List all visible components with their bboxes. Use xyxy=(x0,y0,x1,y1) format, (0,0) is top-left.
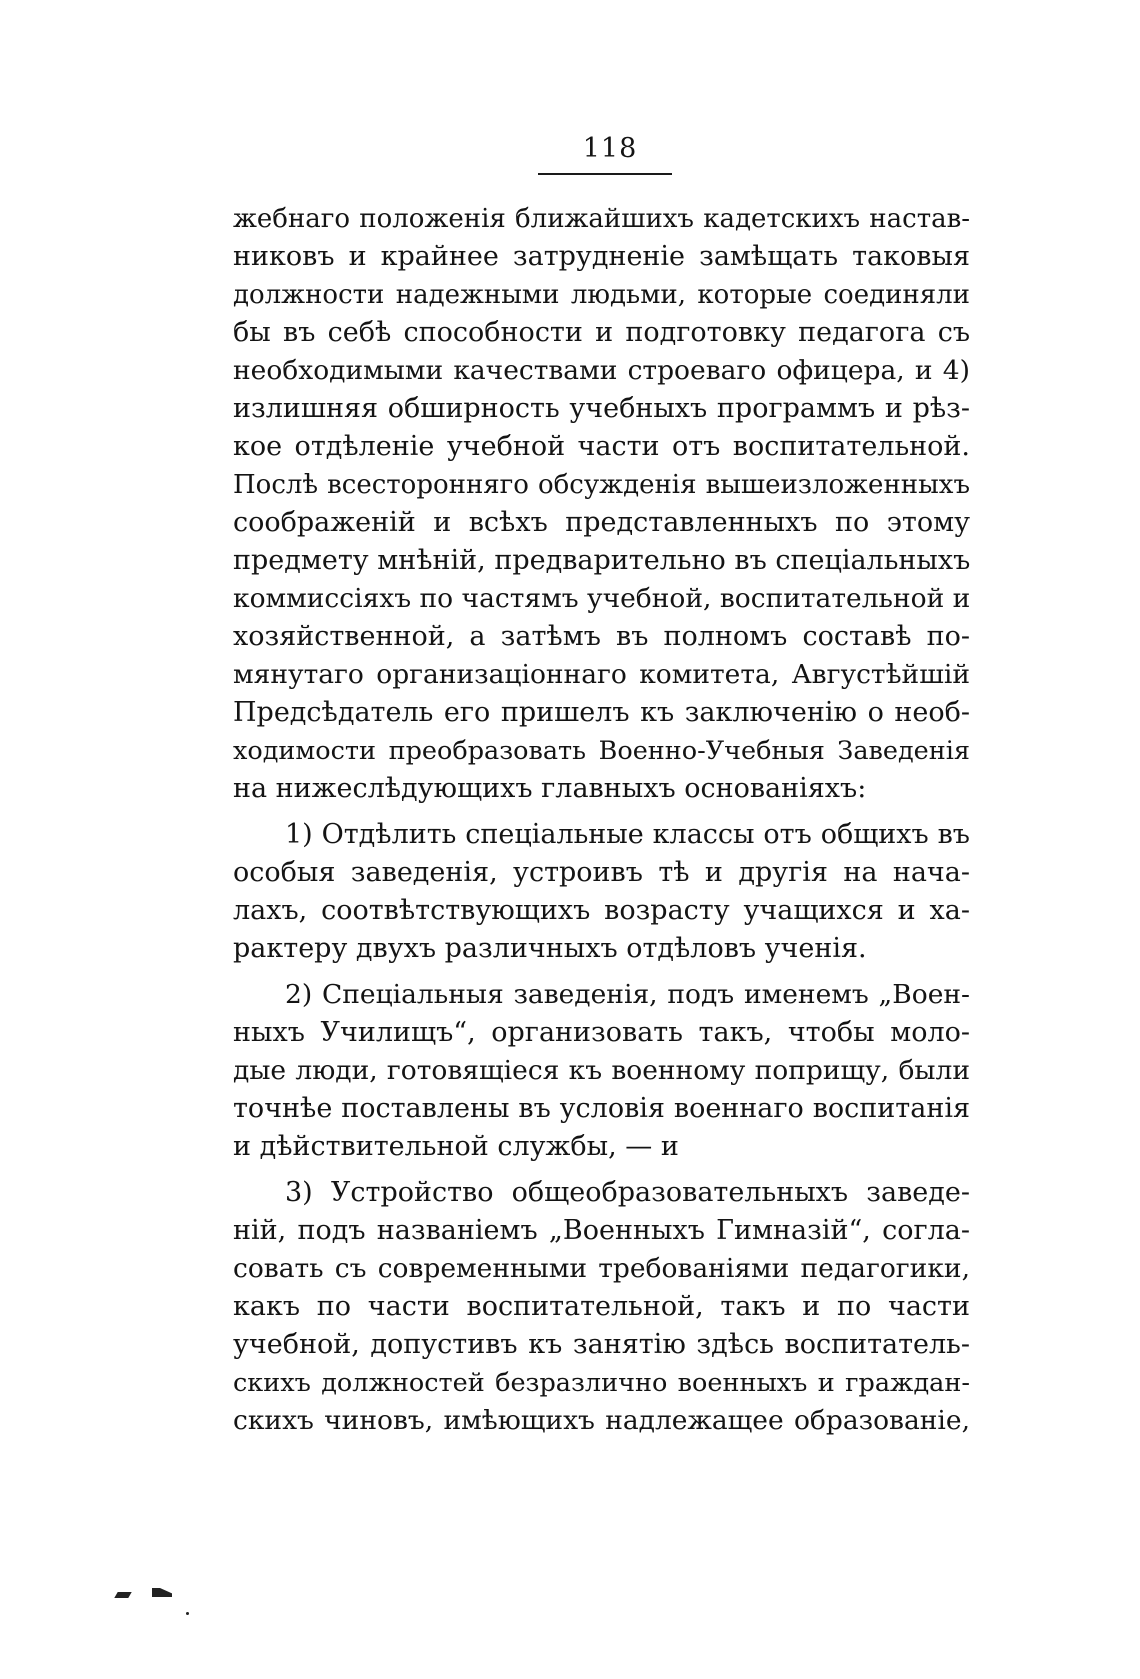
page-number: 118 xyxy=(582,133,638,164)
text-line: особыя заведенія, устроивъ тѣ и другія на нача- xyxy=(233,857,970,888)
paragraph-gap xyxy=(233,808,970,816)
text-line: мянутаго организаціоннаго комитета, Августѣйшій xyxy=(233,659,970,690)
text-line: учебной, допустивъ къ занятію здѣсь воспитатель- xyxy=(233,1329,970,1360)
text-line: какъ по части воспитательной, такъ и по части xyxy=(233,1291,970,1322)
text-line: предмету мнѣній, предварительно въ спеціальныхъ xyxy=(233,545,970,576)
paragraph-4 xyxy=(233,1174,970,1440)
text-line: 2) Спеціальныя заведенія, подъ именемъ „Воен- xyxy=(285,979,970,1010)
text-line: никовъ и крайнее затрудненіе замѣщать таковыя xyxy=(233,241,970,272)
paragraph-3 xyxy=(233,976,970,1166)
text-line: на нижеслѣдующихъ главныхъ основаніяхъ: xyxy=(233,773,867,804)
text-line: Послѣ всесторонняго обсужденія вышеизложенныхъ xyxy=(233,470,970,500)
text-line: должности надежными людьми, которые соединяли xyxy=(233,280,970,310)
text-line: бы въ себѣ способности и подготовку педагога съ xyxy=(233,317,970,348)
text-line: и дѣйствительной службы, — и xyxy=(233,1131,679,1162)
text-line: скихъ должностей безразлично военныхъ и граждан- xyxy=(233,1368,970,1398)
ink-dot-mark xyxy=(186,1612,189,1615)
text-line: Предсѣдатель его пришелъ къ заключенію о необ- xyxy=(233,697,970,728)
text-line: рактеру двухъ различныхъ отдѣловъ ученія. xyxy=(233,933,867,964)
text-line: кое отдѣленіе учебной части отъ воспитательной. xyxy=(233,431,970,462)
text-line: коммиссіяхъ по частямъ учебной, воспитательной и xyxy=(233,583,970,614)
paragraph-gap xyxy=(233,1166,970,1174)
text-line: ныхъ Училищъ“, организовать такъ, чтобы моло- xyxy=(233,1017,970,1048)
paragraph-gap xyxy=(233,968,970,976)
text-line: лахъ, соотвѣтствующихъ возрасту учащихся и ха- xyxy=(233,895,970,926)
ink-smudge-mark xyxy=(114,1592,131,1598)
text-line: совать съ современными требованіями педагогики, xyxy=(233,1253,970,1284)
paragraph-2 xyxy=(233,816,970,968)
text-line: ходимости преобразовать Военно-Учебныя Заведенія xyxy=(233,736,970,766)
ink-smudge-mark xyxy=(152,1588,172,1597)
body-text xyxy=(233,200,970,1440)
text-line: хозяйственной, а затѣмъ въ полномъ составѣ по- xyxy=(233,621,970,652)
text-line: 3) Устройство общеобразовательныхъ заведе- xyxy=(285,1177,970,1208)
text-line: необходимыми качествами строеваго офицера, и 4) xyxy=(233,355,970,386)
header-rule xyxy=(538,173,672,175)
text-line: дые люди, готовящіеся къ военному поприщу, были xyxy=(233,1055,970,1086)
text-line: точнѣе поставлены въ условія военнаго воспитанія xyxy=(233,1093,970,1124)
text-line: излишняя обширность учебныхъ программъ и рѣз- xyxy=(233,393,970,424)
text-line: скихъ чиновъ, имѣющихъ надлежащее образованіе, xyxy=(233,1405,970,1436)
text-line: ній, подъ названіемъ „Военныхъ Гимназій“, согла- xyxy=(233,1215,970,1246)
text-line: жебнаго положенія ближайшихъ кадетскихъ настав- xyxy=(233,204,970,234)
paragraph-1 xyxy=(233,200,970,808)
text-line: соображеній и всѣхъ представленныхъ по этому xyxy=(233,507,970,538)
text-line: 1) Отдѣлить спеціальные классы отъ общихъ въ xyxy=(285,819,970,850)
